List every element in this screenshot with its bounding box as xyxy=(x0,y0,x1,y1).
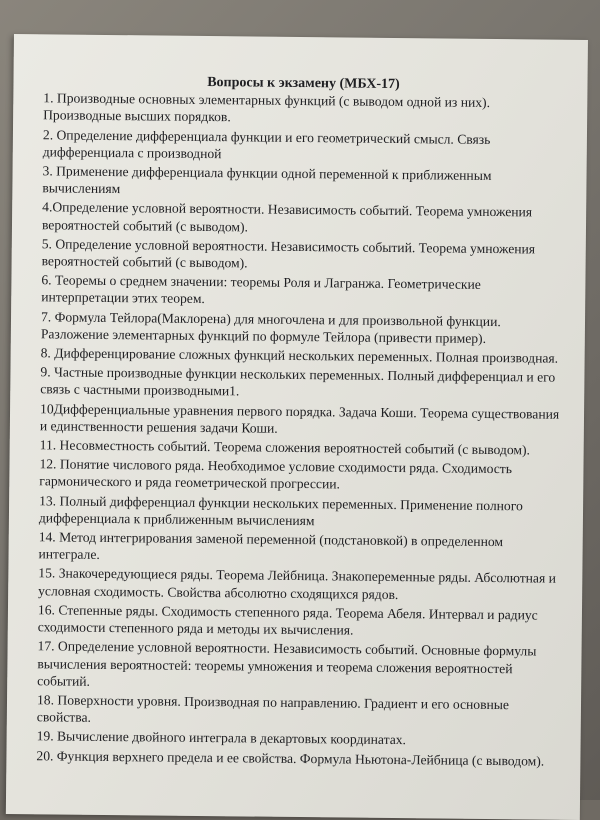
question-item: 9. Частные производные функции нескольких переменных. Полный дифференциал и его связь с частными производными1. xyxy=(40,364,556,399)
question-item: 7. Формула Тейлора(Маклорена) для многочлена и для произвольной функции. Разложение элементарных функций по формуле Тейлора (привести пример). xyxy=(40,308,501,346)
question-item: 3. Применение дифференциала функции одной переменной к приближенным вычислениям xyxy=(42,163,492,197)
question-item: 19. Вычисление двойного интеграла в декартовых координатах. xyxy=(36,728,407,748)
question-item: 14. Метод интегрирования заменой переменной (подстановкой) в определенном интеграле. xyxy=(38,529,504,563)
question-item: 13. Полный дифференциал функции нескольких переменных. Применение полного дифференциала к приближенным вычислениям xyxy=(38,492,523,529)
question-item: 16. Степенные ряды. Сходимость степенного ряда. Теорема Абеля. Интервал и радиус сходимости степенного ряда и методы их вычисления. xyxy=(37,602,538,638)
question-item: 2. Определение дифференциала функции и его геометрический смысл. Связь дифференциала с производной xyxy=(42,126,491,161)
question-item: 12. Понятие числового ряда. Необходимое условие сходимости ряда. Сходимость гармонического и ряда геометрической прогрессии. xyxy=(39,456,513,492)
question-item: 1. Производные основных элементарных функций (с выводом одной из них). Производные высших порядков. xyxy=(43,90,491,125)
question-item: 15. Знакочередующиеся ряды. Теорема Лейбница. Знакопеременные ряды. Абсолютная и условная сходимость. Свойства абсолютно сходящихся рядов. xyxy=(38,565,556,602)
question-item: 6. Теоремы о среднем значении: теоремы Роля и Лагранжа. Геометрические интерпретации этих теорем. xyxy=(41,272,481,307)
paper-sheet xyxy=(6,34,588,820)
question-item: 17. Определение условной вероятности. Независимость событий. Основные формулы вычисления вероятностей: теоремы умножения и теорема сложения вероятностей событий. xyxy=(37,638,537,689)
question-item: 11. Несовместность событий. Теорема сложения вероятностей событий (с выводом). xyxy=(39,437,531,458)
question-item: 4.Определение условной вероятности. Независимость событий. Теорема умножения вероятностей событий (с выводом). xyxy=(41,199,533,235)
question-item: 5. Определение условной вероятности. Независимость событий. Теорема умножения вероятностей событий (с выводом). xyxy=(41,236,536,271)
question-item: 10Дифференциальные уравнения первого порядка. Задача Коши. Теорема существования и единственности решения задачи Коши. xyxy=(39,400,560,436)
document-title: Вопросы к экзамену (МБХ-17) xyxy=(207,75,400,93)
question-item: 18. Поверхности уровня. Производная по направлению. Градиент и его основные свойства. xyxy=(36,692,510,725)
question-item: 20. Функция верхнего предела и ее свойства. Формула Ньютона-Лейбница (с выводом). xyxy=(36,747,545,769)
document-body xyxy=(36,72,563,771)
question-item: 8. Дифференцирование сложных функций нескольких переменных. Полная производная. xyxy=(40,345,559,366)
